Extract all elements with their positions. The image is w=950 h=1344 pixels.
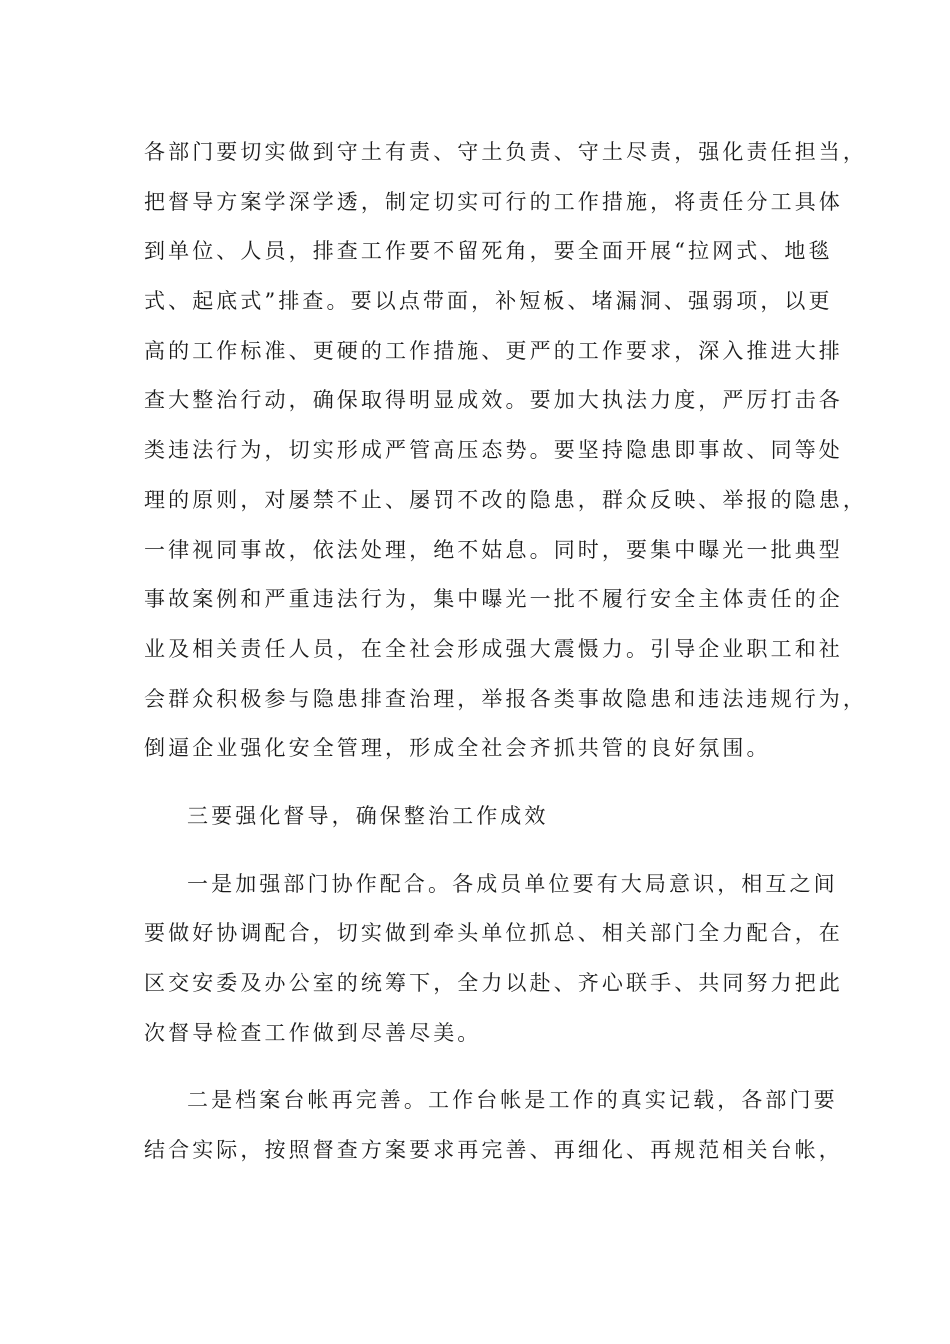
text-line: 各部门要切实做到守土有责、守土负责、守土尽责，强化责任担当， [144,140,867,164]
section-heading: 三要强化督导，确保整治工作成效 [187,803,549,828]
text-line: 式、起底式”排查。要以点带面，补短板、堵漏洞、强弱项，以更 [144,289,833,314]
paragraph-coordination [144,860,843,1059]
text-line: 高的工作标准、更硬的工作措施、更严的工作要求，深入推进大排 [144,338,843,363]
text-line: 把督导方案学深学透，制定切实可行的工作措施，将责任分工具体 [144,189,843,214]
text-line: 业及相关责任人员，在全社会形成强大震慑力。引导企业职工和社 [144,636,843,661]
text-line: 到单位、人员，排查工作要不留死角，要全面开展“拉网式、地毯 [144,239,833,264]
paragraph-gap [144,1058,820,1076]
text-line: 查大整治行动，确保取得明显成效。要加大执法力度，严厉打击各 [144,388,843,413]
text-line: 要做好协调配合，切实做到牵头单位抓总、相关部门全力配合，在 [144,921,843,946]
text-line: 倒逼企业强化安全管理，形成全社会齐抓共管的良好氛围。 [144,736,771,761]
text-line: 区交安委及办公室的统筹下，全力以赴、齐心联手、共同努力把此 [144,971,843,995]
text-line: 理的原则，对屡禁不止、屡罚不改的隐患，群众反映、举报的隐患， [144,487,867,512]
text-line: 一是加强部门协作配合。各成员单位要有大局意识，相互之间 [187,871,838,896]
paragraph-records [144,1076,843,1175]
document-body [144,128,867,1176]
text-line: 二是档案台帐再完善。工作台帐是工作的真实记载，各部门要 [187,1088,838,1113]
paragraph-responsibility [144,128,867,774]
text-line: 事故案例和严重违法行为，集中曝光一批不履行安全主体责任的企 [144,587,843,612]
text-line: 类违法行为，切实形成严管高压态势。要坚持隐患即事故、同等处 [144,438,843,463]
paragraph-gap [144,774,820,792]
text-line: 会群众积极参与隐患排查治理，举报各类事故隐患和违法违规行为， [144,686,867,711]
text-line: 次督导检查工作做到尽善尽美。 [144,1020,482,1045]
text-line: 结合实际，按照督查方案要求再完善、再细化、再规范相关台帐， [144,1138,843,1163]
paragraph-gap [144,842,820,860]
text-line: 一律视同事故，依法处理，绝不姑息。同时，要集中曝光一批典型 [144,537,843,562]
